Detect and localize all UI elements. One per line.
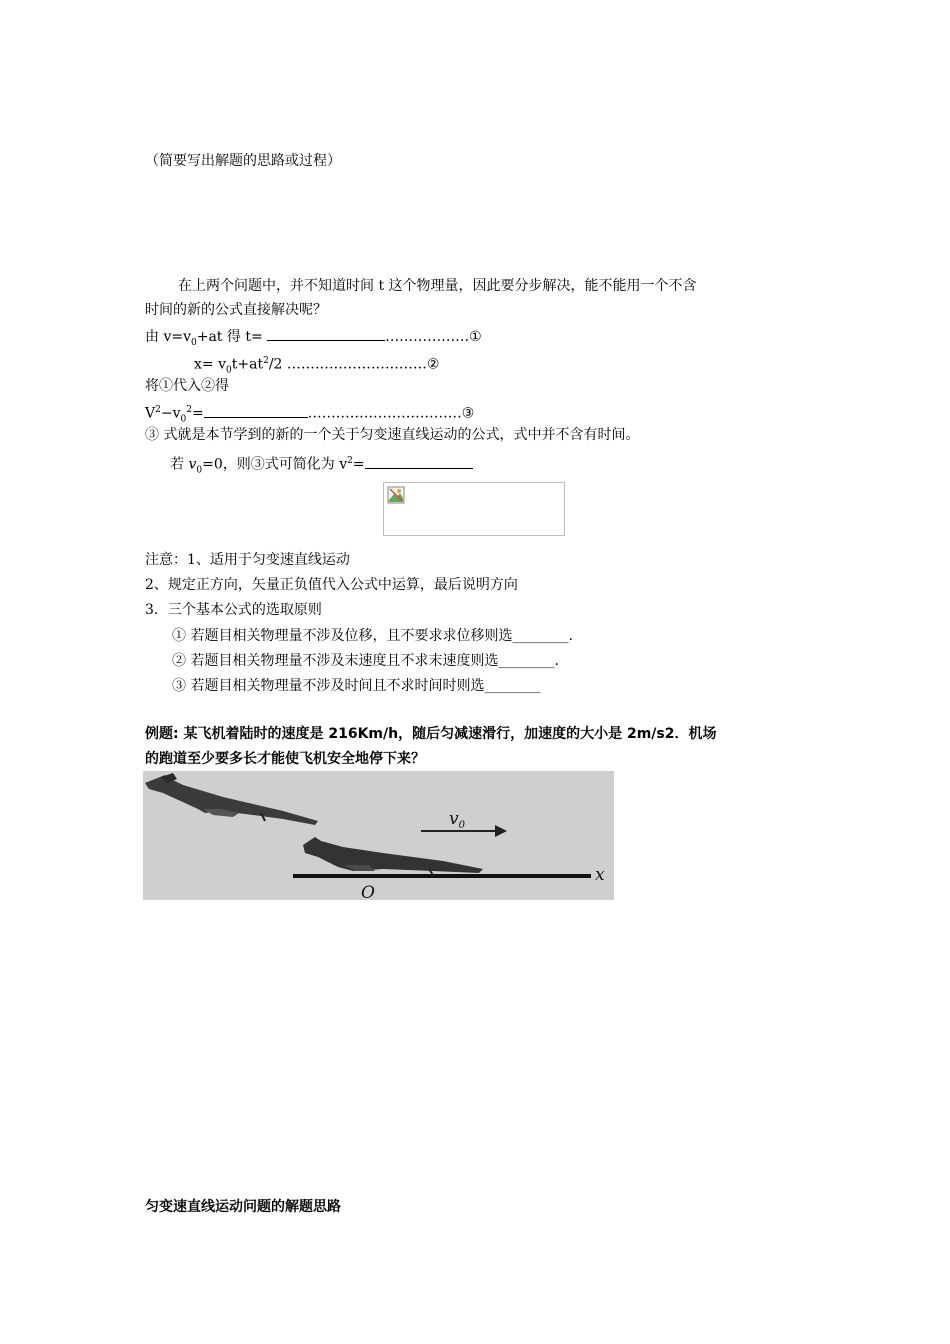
subscript-zero: 0 <box>191 337 197 348</box>
broken-image-icon <box>387 486 405 504</box>
derive-x-tail: /2 …………………………② <box>268 356 440 373</box>
derivation-line-3: 将①代入②得 <box>145 378 229 394</box>
derive-x-mid: t+at <box>231 356 264 373</box>
example-line-2: 的跑道至少要多长才能使飞机安全地停下来？ <box>145 751 425 767</box>
paragraph-formula-note: ③ 式就是本节学到的新的一个关于匀变速直线运动的公式，式中并不含有时间。 <box>145 427 640 443</box>
dots-3: ……………………………③ <box>307 405 475 422</box>
subscript-zero: 0 <box>196 465 203 476</box>
paragraph-line-2: 时间的新的公式直接解决呢？ <box>145 302 327 318</box>
simplify-mid: =0，则③式可简化为 v <box>202 456 348 473</box>
simplify-prefix: 若 <box>170 456 189 473</box>
derive-eq: = <box>191 405 204 422</box>
derivation-line-2 <box>194 351 439 380</box>
choice-3: ③ 若题目相关物理量不涉及时间且不求时间时则选________ <box>172 678 541 694</box>
choice-2: ② 若题目相关物理量不涉及末速度且不求末速度则选________. <box>172 653 559 669</box>
choice-1: ① 若题目相关物理量不涉及位移，且不要求求位移则选________. <box>172 628 573 644</box>
simplify-v: v <box>188 456 197 473</box>
blank-t <box>267 326 385 341</box>
velocity-label: $v_0$ <box>449 809 465 831</box>
derive-minus-v: −v <box>160 405 181 422</box>
simplify-tail: = <box>352 456 365 473</box>
derive-x-prefix: x= v <box>194 356 226 373</box>
subscript-zero: 0 <box>180 414 187 425</box>
subscript-zero: 0 <box>226 365 232 376</box>
derive-prefix: 由 v=v <box>145 329 191 345</box>
blank-simplify <box>365 454 473 469</box>
dots-1: ………………① <box>385 329 482 345</box>
paragraph-line-1: 在上两个问题中，并不知道时间 t 这个物理量，因此要分步解决，能不能用一个不含 <box>178 278 697 294</box>
intro-note: （简要写出解题的思路或过程） <box>145 153 341 169</box>
airplane-landing-figure <box>143 771 614 900</box>
axis-x-label: x <box>595 865 605 885</box>
note-1: 注意：1、适用于匀变速直线运动 <box>145 552 350 568</box>
superscript-two: 2 <box>347 456 353 466</box>
example-line-1: 例题: 某飞机着陆时的速度是 216Km/h，随后匀减速滑行，加速度的大小是 2m/s2．机场 <box>145 726 717 742</box>
paragraph-simplify <box>170 451 473 480</box>
derive-mid: +at 得 t= <box>196 329 268 345</box>
superscript-two: 2 <box>263 356 269 366</box>
origin-label: O <box>361 883 375 900</box>
derivation-line-1 <box>145 326 482 353</box>
superscript-two: 2 <box>155 405 161 415</box>
broken-image-placeholder <box>383 482 565 536</box>
section-title: 匀变速直线运动问题的解题思路 <box>145 1199 341 1215</box>
derive-V: V <box>145 405 156 422</box>
superscript-two: 2 <box>186 405 192 415</box>
note-2: 2、规定正方向，矢量正负值代入公式中运算，最后说明方向 <box>145 577 518 593</box>
blank-v2 <box>204 403 308 418</box>
note-3: 3．三个基本公式的选取原则 <box>145 602 322 618</box>
